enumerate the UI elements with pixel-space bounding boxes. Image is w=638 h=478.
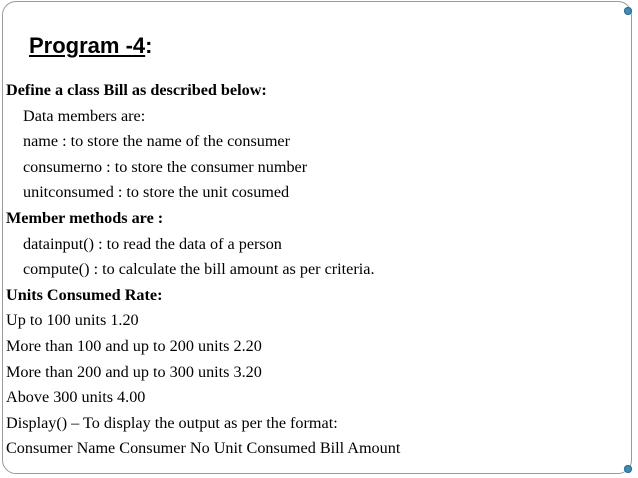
- rate-line-above-300: Above 300 units 4.00: [6, 388, 146, 407]
- output-format-line: Consumer Name Consumer No Unit Consumed Bill Amount: [6, 439, 401, 458]
- member-name-line: name : to store the name of the consumer: [23, 132, 291, 151]
- rate-line-100-200: More than 100 and up to 200 units 2.20: [6, 336, 262, 355]
- data-members-label: Data members are:: [23, 106, 146, 125]
- method-compute-line: compute() : to calculate the bill amount as per criteria.: [23, 260, 375, 279]
- slide-title-text: Program -4: [29, 33, 146, 58]
- member-methods-heading: Member methods are :: [6, 208, 164, 227]
- rate-line-upto-100: Up to 100 units 1.20: [6, 311, 139, 330]
- class-definition-heading: Define a class Bill as described below:: [6, 81, 267, 99]
- slide-body: [6, 78, 622, 462]
- top-bullet-dot-icon: [624, 7, 632, 15]
- bottom-bullet-dot-icon: [624, 465, 632, 473]
- rate-table-heading: Units Consumed Rate:: [6, 285, 163, 304]
- display-method-line: Display() – To display the output as per the format:: [6, 413, 338, 432]
- member-consumerno-line: consumerno : to store the consumer number: [23, 157, 308, 176]
- member-unitconsumed-line: unitconsumed : to store the unit cosumed: [23, 183, 290, 202]
- method-datainput-line: datainput() : to read the data of a person: [23, 234, 282, 253]
- rate-line-200-300: More than 200 and up to 300 units 3.20: [6, 362, 262, 381]
- slide-title-colon: :: [145, 33, 153, 58]
- slide-title: [29, 33, 152, 59]
